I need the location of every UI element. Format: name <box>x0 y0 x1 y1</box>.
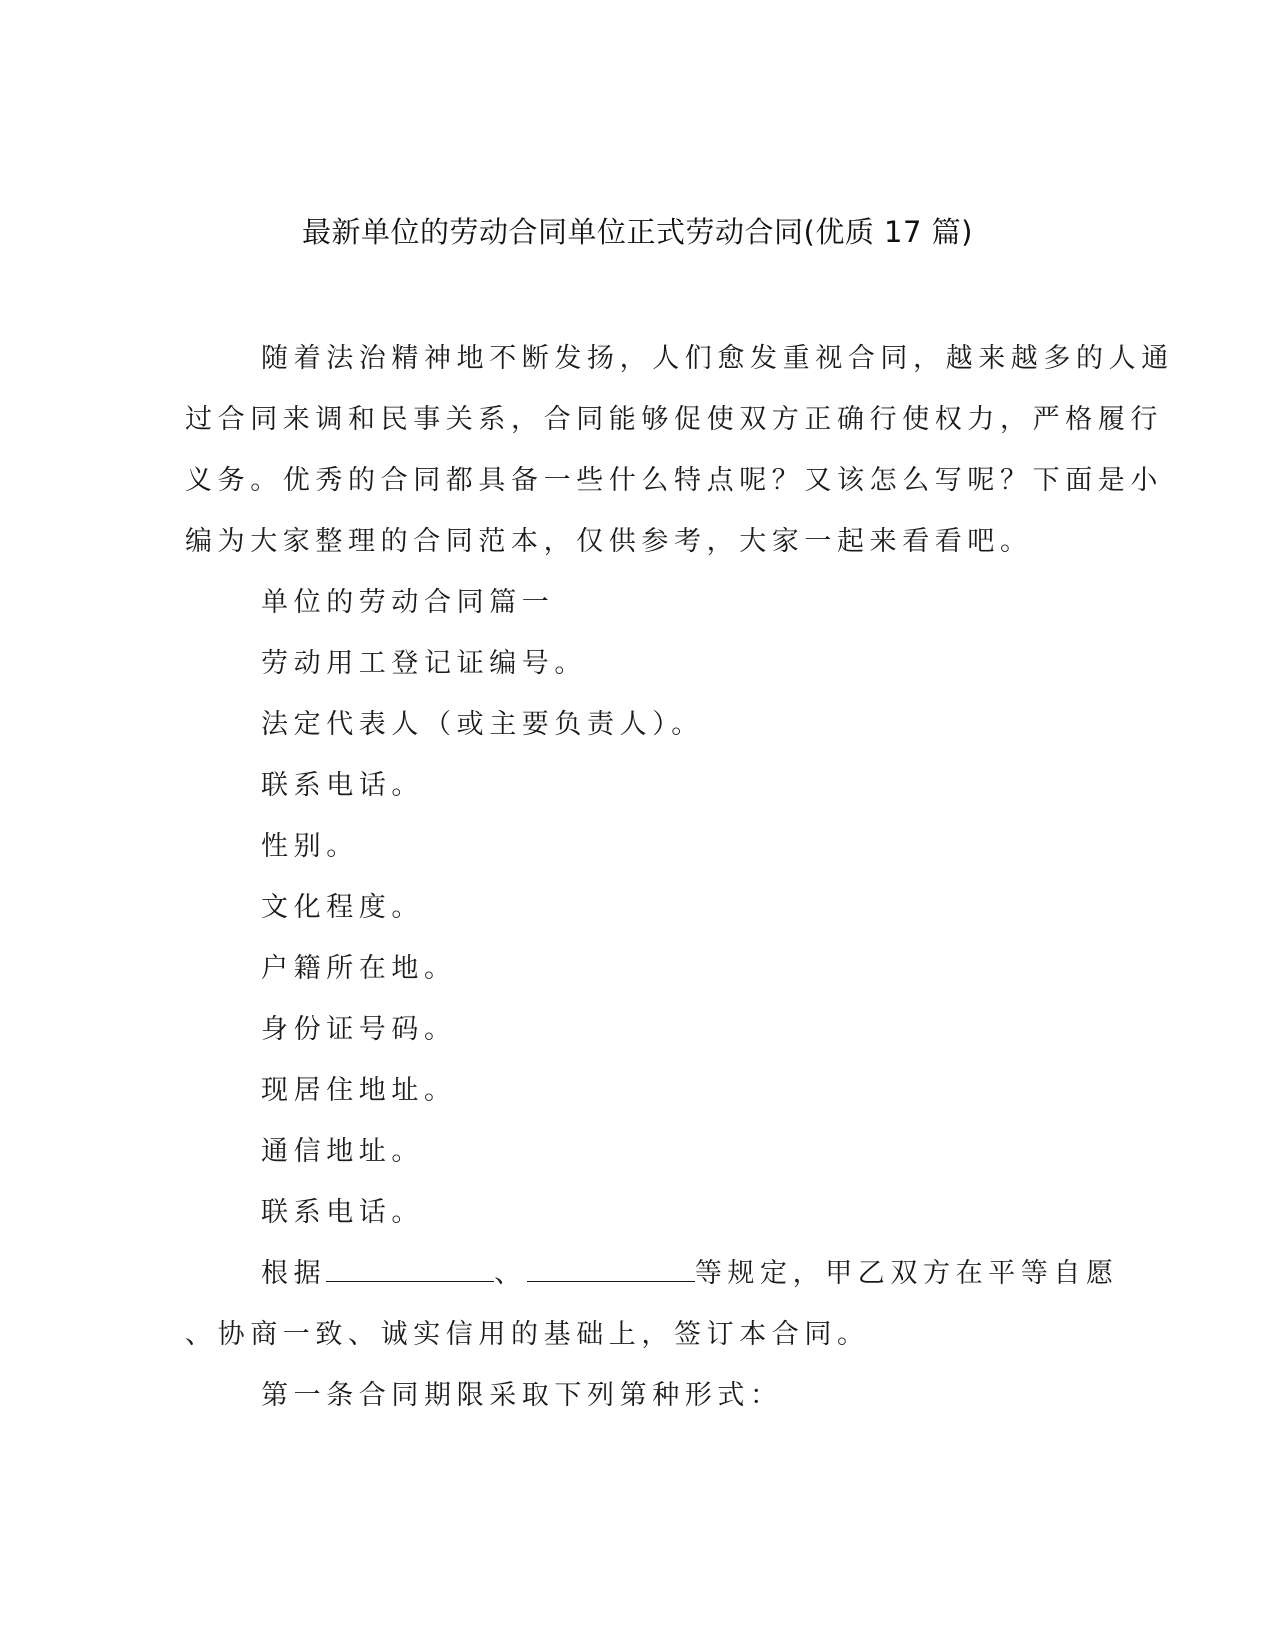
article-one: 第一条合同期限采取下列第种形式： <box>261 1380 783 1411</box>
field-label-legal-representative: 法定代表人（或主要负责人）。 <box>261 709 704 740</box>
document-body <box>185 328 1174 1426</box>
basis-suffix: 等规定，甲乙双方在平等自愿 <box>694 1258 1119 1289</box>
intro-line: 过合同来调和民事关系，合同能够促使双方正确行使权力，严格履行 <box>185 404 1163 435</box>
field-label-mailing-address: 通信地址。 <box>261 1136 424 1167</box>
basis-clause-continuation: 、协商一致、诚实信用的基础上，签订本合同。 <box>185 1319 870 1350</box>
blank-line-1 <box>326 1259 494 1282</box>
field-label-id-number: 身份证号码。 <box>261 1014 457 1045</box>
intro-line: 义务。优秀的合同都具备一些什么特点呢？又该怎么写呢？下面是小 <box>185 465 1163 496</box>
intro-line: 编为大家整理的合同范本，仅供参考，大家一起来看看吧。 <box>185 526 1033 557</box>
basis-clause <box>185 1243 1119 1304</box>
basis-separator: 、 <box>494 1258 527 1289</box>
section-heading: 单位的劳动合同篇一 <box>261 587 555 618</box>
document-title: 最新单位的劳动合同单位正式劳动合同(优质 17 篇) <box>302 215 973 249</box>
basis-prefix: 根据 <box>261 1258 327 1289</box>
field-label-employee-phone: 联系电话。 <box>261 1197 424 1228</box>
blank-line-2 <box>527 1259 695 1282</box>
field-label-gender: 性别。 <box>261 831 359 862</box>
field-label-current-address: 现居住地址。 <box>261 1075 457 1106</box>
field-label-employer-phone: 联系电话。 <box>261 770 424 801</box>
intro-line: 随着法治精神地不断发扬，人们愈发重视合同，越来越多的人通 <box>261 343 1174 374</box>
field-label-household-registration: 户籍所在地。 <box>261 953 457 984</box>
field-label-education: 文化程度。 <box>261 892 424 923</box>
field-label-registration-number: 劳动用工登记证编号。 <box>261 648 587 679</box>
